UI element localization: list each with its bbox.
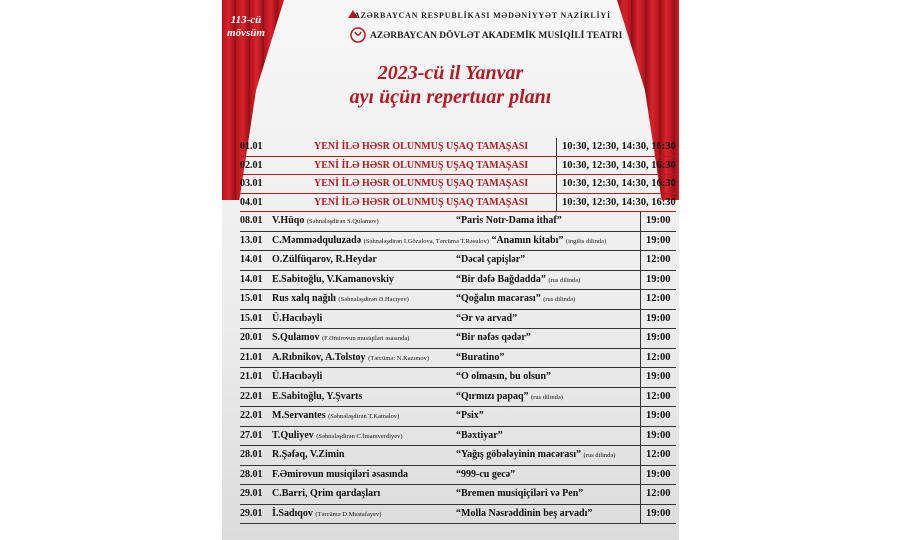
row-date: 29.01 [240, 488, 263, 499]
row-date: 22.01 [240, 390, 263, 402]
row-work: “Molla Nəsrəddinin beş arvadı” [456, 507, 593, 519]
column-divider [640, 505, 641, 524]
row-time: 12:00 [646, 254, 671, 265]
row-title: YENİ İLƏ HƏSR OLUNMUŞ UŞAQ TAMAŞASI [314, 159, 529, 171]
row-author: S.Qulamov (F.Əmirovun musiqiləri əsasında) [272, 332, 410, 343]
row-time: 19:00 [646, 410, 671, 421]
row-time: 12:00 [646, 449, 671, 460]
table-row [240, 368, 676, 388]
row-time: 19:00 [646, 507, 671, 519]
table-row [240, 271, 676, 291]
row-time: 19:00 [646, 429, 671, 441]
repertoire-poster [222, 0, 679, 540]
row-date: 13.01 [240, 234, 263, 246]
row-work: “Qoğalın macərası” (rus dilində) [456, 293, 576, 304]
column-divider [640, 251, 641, 270]
column-divider [556, 157, 557, 175]
table-row [240, 466, 676, 486]
row-date: 04.01 [240, 196, 263, 208]
page-title: 2023-cü il Yanvar [377, 62, 524, 84]
row-title: YENİ İLƏ HƏSR OLUNMUŞ UŞAQ TAMAŞASI [314, 196, 529, 208]
row-title: YENİ İLƏ HƏSR OLUNMUŞ UŞAQ TAMAŞASI [314, 141, 529, 152]
row-author: Ü.Hacıbəyli [272, 312, 323, 324]
row-date: 21.01 [240, 371, 263, 382]
row-work: “Bəxtiyar” [456, 429, 503, 441]
column-divider [640, 446, 641, 465]
row-date: 21.01 [240, 351, 263, 363]
row-author: E.Sabitoğlu, V.Kamanovskiy [272, 273, 394, 285]
repertoire-table [240, 138, 676, 524]
row-author: İ.Sadıqov (Tərcümə D.Mustafayev) [272, 507, 382, 519]
column-divider [640, 329, 641, 348]
row-work: “Ər və arvad” [456, 312, 518, 324]
row-work: “Psix” [456, 410, 484, 421]
row-work: “Bir dəfə Bağdadda” (rus dilində) [456, 273, 581, 285]
row-author: C.Məmmədquluzadə (Səhnələşdirən İ.Gözəlova, Tərcümə T.Rəsulov) “Anamın kitabı” (ingilis dilində) [272, 234, 607, 246]
table-row [240, 505, 676, 525]
table-row [240, 310, 676, 330]
row-time: 19:00 [646, 468, 671, 480]
theatre-logo-icon [350, 27, 366, 43]
row-time: 12:00 [646, 390, 671, 402]
row-date: 28.01 [240, 468, 263, 480]
column-divider [640, 485, 641, 504]
table-row [240, 157, 676, 176]
row-author: C.Barri, Qrim qardaşları [272, 488, 381, 499]
table-row [240, 349, 676, 369]
table-row [240, 427, 676, 447]
row-author: A.Rıbnikov, A.Tolstoy (Tərcümə: N.Kazımov) [272, 351, 430, 363]
row-work: “Bir nəfəs qədər” [456, 332, 531, 343]
row-date: 27.01 [240, 429, 263, 441]
table-row [240, 175, 676, 194]
column-divider [640, 271, 641, 290]
row-author: E.Sabitoğlu, Y.Şvarts [272, 390, 363, 402]
table-row [240, 407, 676, 427]
row-date: 28.01 [240, 449, 263, 460]
table-row [240, 251, 676, 271]
page-subtitle: ayı üçün repertuar planı [349, 86, 552, 108]
row-author: V.Hüqo (Səhnələşdirən S.Qulamov) [272, 215, 379, 226]
row-times: 10:30, 12:30, 14:30, 16:30 [562, 178, 676, 189]
table-row [240, 194, 676, 213]
row-date: 15.01 [240, 293, 263, 304]
column-divider [556, 138, 557, 156]
row-time: 19:00 [646, 215, 671, 226]
row-author: M.Servantes (Səhnələşdirən T.Kamalov) [272, 410, 400, 421]
row-author: T.Quliyev (Səhnələşdirən C.İmamverdiyev) [272, 429, 403, 441]
row-time: 19:00 [646, 273, 671, 285]
row-title: YENİ İLƏ HƏSR OLUNMUŞ UŞAQ TAMAŞASI [314, 178, 529, 189]
table-row [240, 232, 676, 252]
row-time: 12:00 [646, 351, 671, 363]
column-divider [640, 290, 641, 309]
row-date: 01.01 [240, 141, 263, 152]
column-divider [640, 310, 641, 329]
row-author: Ü.Hacıbəyli [272, 371, 323, 382]
table-row [240, 138, 676, 157]
column-divider [556, 175, 557, 193]
table-row [240, 212, 676, 232]
column-divider [556, 194, 557, 212]
row-date: 22.01 [240, 410, 263, 421]
row-date: 03.01 [240, 178, 263, 189]
row-work: “Dəcəl çapişlər” [456, 254, 526, 265]
row-time: 19:00 [646, 312, 671, 324]
column-divider [640, 388, 641, 407]
row-time: 19:00 [646, 332, 671, 343]
table-row [240, 485, 676, 505]
row-work: “999-cu gecə” [456, 468, 516, 480]
row-times: 10:30, 12:30, 14:30, 16:30 [562, 159, 676, 171]
season-label: 113-cü mövsüm [227, 14, 265, 39]
row-time: 12:00 [646, 488, 671, 499]
row-author: O.Zülfüqarov, R.Heydər [272, 254, 377, 265]
row-time: 19:00 [646, 234, 671, 246]
table-row [240, 446, 676, 466]
row-work: “Buratino” [456, 351, 505, 363]
row-date: 08.01 [240, 215, 263, 226]
row-author: F.Əmirovun musiqiləri əsasında [272, 468, 409, 480]
row-date: 15.01 [240, 312, 263, 324]
column-divider [640, 349, 641, 368]
row-work: “Bremen musiqiçiləri və Pen” [456, 488, 584, 499]
row-author: Rus xalq nağılı (Səhnələşdirən Ə.Hacıyev) [272, 293, 409, 304]
theatre-name: AZƏRBAYCAN DÖVLƏT AKADEMİK MUSİQİLİ TEATRI [370, 31, 623, 41]
column-divider [640, 427, 641, 446]
row-time: 12:00 [646, 293, 671, 304]
row-work: “Qırmızı papaq” (rus dilində) [456, 390, 563, 402]
row-date: 14.01 [240, 273, 263, 285]
row-date: 20.01 [240, 332, 263, 343]
column-divider [640, 407, 641, 426]
row-date: 29.01 [240, 507, 263, 519]
row-work: “Paris Notr-Dama ithaf” [456, 215, 562, 226]
row-time: 19:00 [646, 371, 671, 382]
row-date: 14.01 [240, 254, 263, 265]
column-divider [640, 212, 641, 231]
column-divider [640, 232, 641, 251]
ministry-name: AZƏRBAYCAN RESPUBLİKASI MƏDƏNİYYƏT NAZİRLİYİ [354, 11, 611, 20]
table-row [240, 329, 676, 349]
row-times: 10:30, 12:30, 14:30, 16:30 [562, 196, 676, 208]
table-row [240, 388, 676, 408]
column-divider [640, 466, 641, 485]
table-row [240, 290, 676, 310]
row-date: 02.01 [240, 159, 263, 171]
row-work: “Yağış göbələyinin macərası” (rus dilində) [456, 449, 616, 460]
row-times: 10:30, 12:30, 14:30, 16:30 [562, 141, 676, 152]
row-work: “O olmasın, bu olsun” [456, 371, 552, 382]
row-author: R.Şəfəq, V.Zimin [272, 449, 345, 460]
column-divider [640, 368, 641, 387]
